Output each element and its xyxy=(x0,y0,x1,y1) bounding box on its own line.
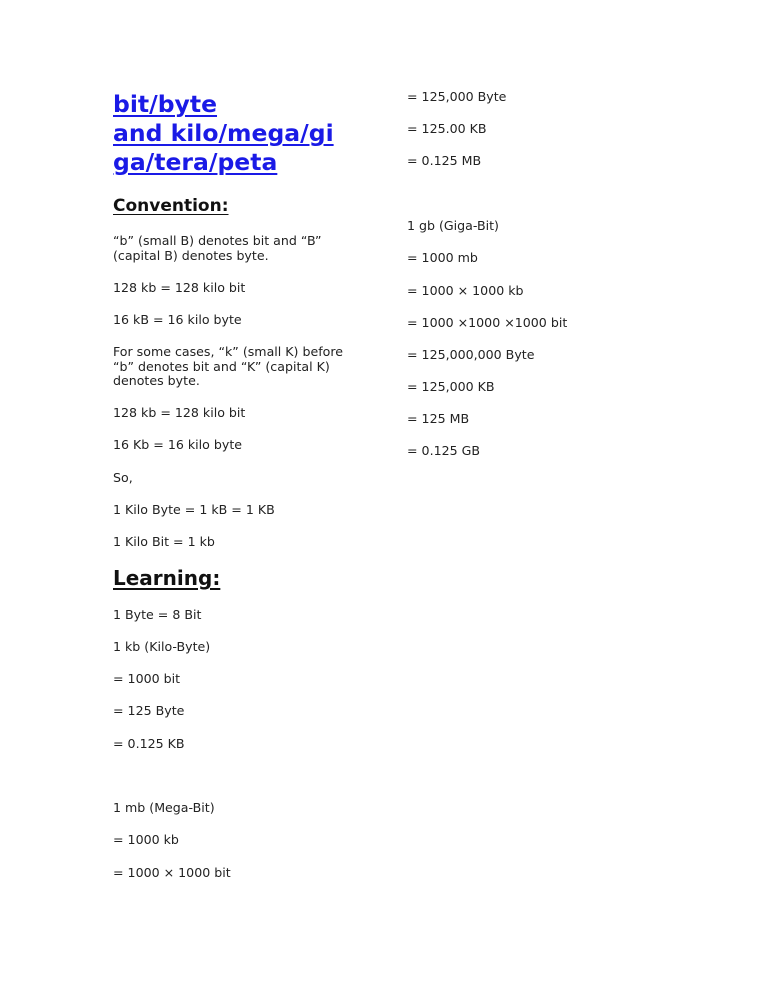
right-line-4: 1 gb (Giga-Bit) xyxy=(407,218,499,233)
right-line-8: = 125,000,000 Byte xyxy=(407,347,535,362)
text-line: (capital B) denotes byte. xyxy=(113,247,269,263)
right-line-6: = 1000 × 1000 kb xyxy=(407,283,524,298)
convention-paragraph-1 xyxy=(113,234,322,263)
learning-heading: Learning: xyxy=(113,566,221,590)
learning-line-6: 1 mb (Mega-Bit) xyxy=(113,800,215,815)
learning-line-5: = 0.125 KB xyxy=(113,736,185,751)
title-line-2: and kilo/mega/gi xyxy=(113,119,334,147)
learning-line-8: = 1000 × 1000 bit xyxy=(113,865,231,880)
convention-paragraph-6: 16 Kb = 16 kilo byte xyxy=(113,437,242,452)
convention-paragraph-8: 1 Kilo Byte = 1 kB = 1 KB xyxy=(113,502,275,517)
right-line-2: = 125.00 KB xyxy=(407,121,487,136)
learning-line-1: 1 Byte = 8 Bit xyxy=(113,607,202,622)
learning-line-3: = 1000 bit xyxy=(113,671,181,686)
learning-line-2: 1 kb (Kilo-Byte) xyxy=(113,639,211,654)
title-line-3: ga/tera/peta xyxy=(113,148,278,176)
right-line-9: = 125,000 KB xyxy=(407,379,495,394)
text-line: denotes byte. xyxy=(113,373,200,389)
learning-line-4: = 125 Byte xyxy=(113,703,185,718)
document-title[interactable] xyxy=(113,90,363,177)
right-line-3: = 0.125 MB xyxy=(407,153,482,168)
right-line-10: = 125 MB xyxy=(407,411,470,426)
convention-paragraph-7: So, xyxy=(113,470,133,485)
text-line: “b” denotes bit and “K” (capital K) xyxy=(113,358,330,374)
title-line-1: bit/byte xyxy=(113,90,218,118)
convention-paragraph-2: 128 kb = 128 kilo bit xyxy=(113,280,246,295)
right-line-7: = 1000 ×1000 ×1000 bit xyxy=(407,315,568,330)
convention-paragraph-5: 128 kb = 128 kilo bit xyxy=(113,405,246,420)
learning-line-7: = 1000 kb xyxy=(113,832,179,847)
right-line-11: = 0.125 GB xyxy=(407,443,481,458)
convention-paragraph-9: 1 Kilo Bit = 1 kb xyxy=(113,534,215,549)
text-line: For some cases, “k” (small K) before xyxy=(113,344,343,359)
convention-paragraph-3: 16 kB = 16 kilo byte xyxy=(113,312,242,327)
right-line-1: = 125,000 Byte xyxy=(407,89,507,104)
convention-paragraph-4 xyxy=(113,345,343,389)
right-line-5: = 1000 mb xyxy=(407,250,478,265)
text-line: “b” (small B) denotes bit and “B” xyxy=(113,233,322,248)
convention-heading: Convention: xyxy=(113,196,229,216)
